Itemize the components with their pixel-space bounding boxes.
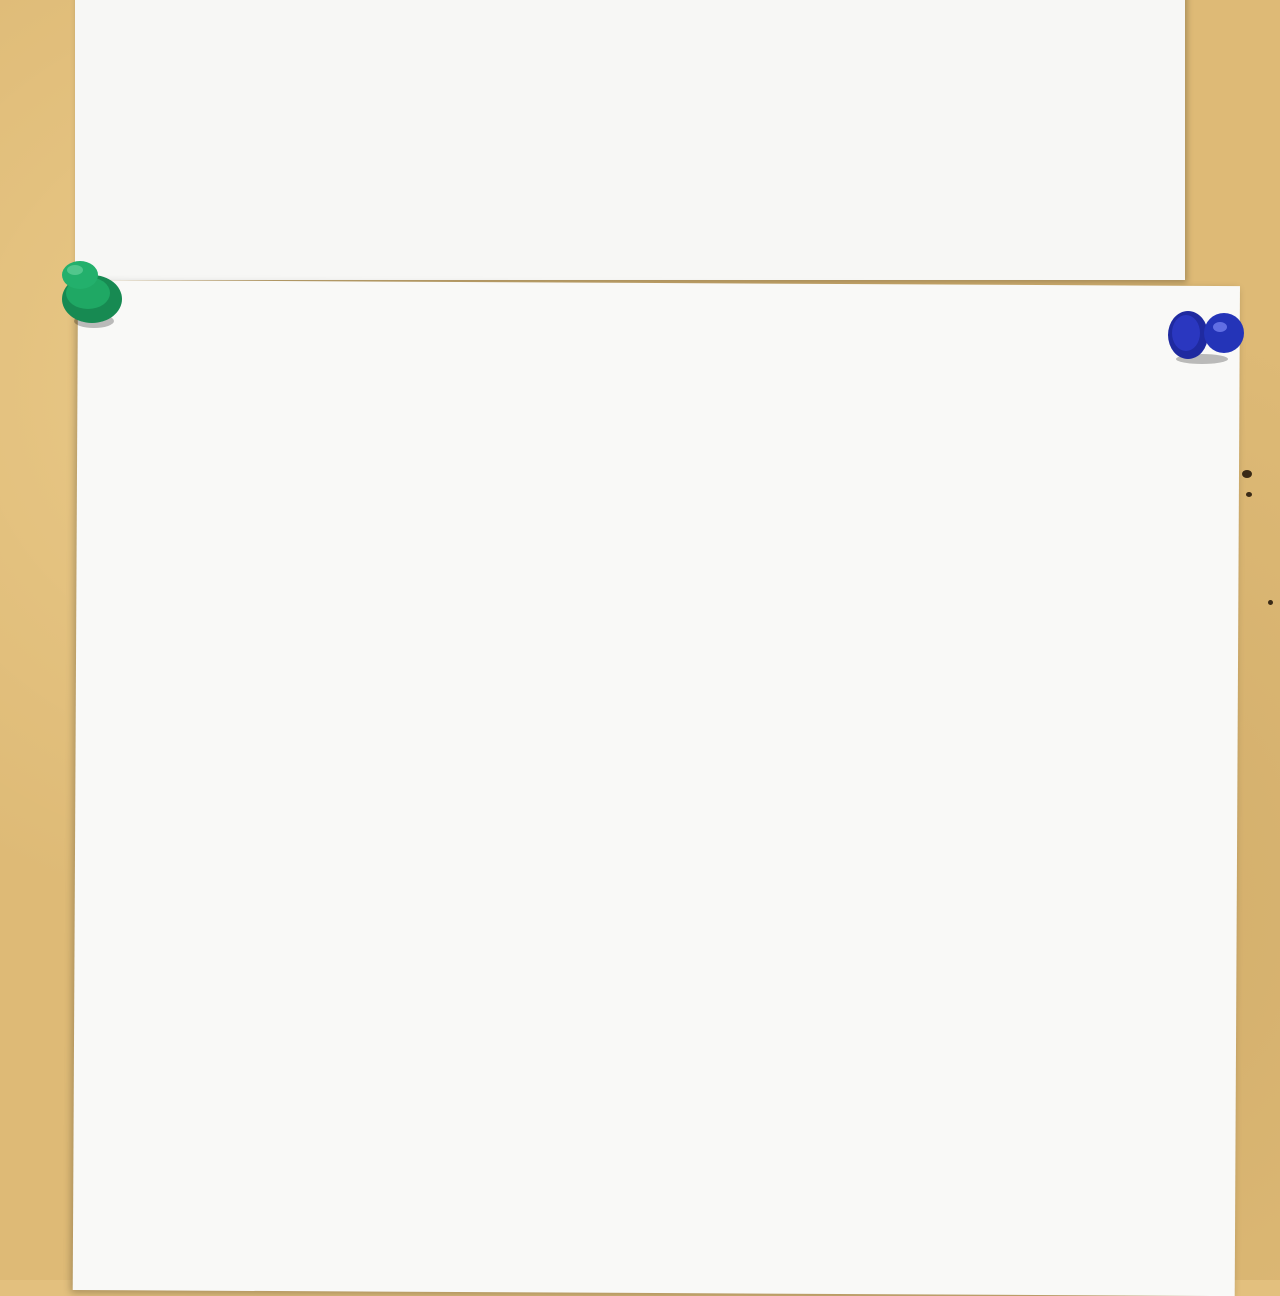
top-score-sheet <box>75 0 1185 280</box>
wall-hole <box>1268 600 1273 605</box>
main-score-sheet <box>73 280 1240 1296</box>
wall-hole <box>1242 470 1252 478</box>
blue-pushpin <box>1162 305 1252 367</box>
wall-hole <box>1246 492 1252 497</box>
green-pushpin <box>50 255 130 335</box>
